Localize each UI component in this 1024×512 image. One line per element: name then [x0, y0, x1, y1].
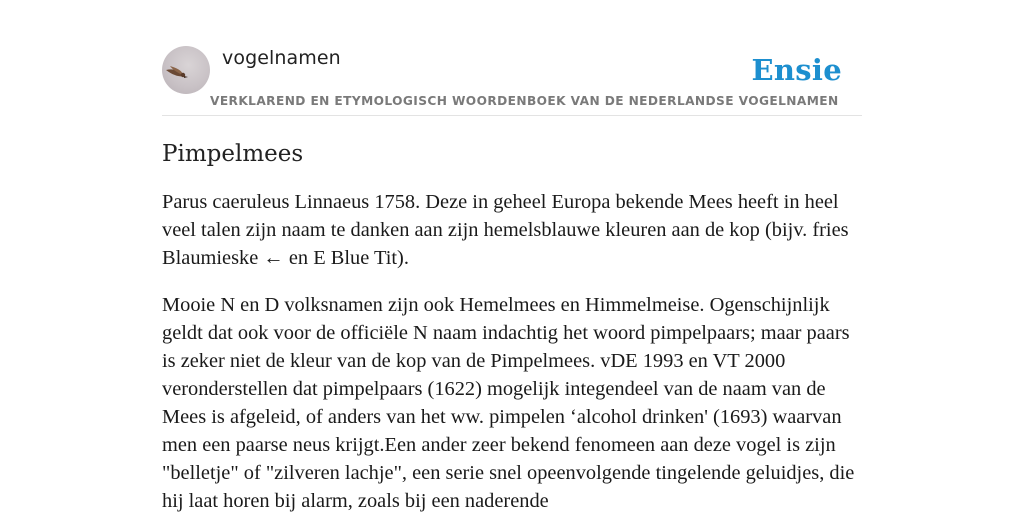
article-title: Pimpelmees: [162, 141, 304, 167]
bird-photo-icon: [162, 46, 210, 94]
blog-avatar[interactable]: [162, 46, 210, 94]
blog-name-link[interactable]: vogelnamen: [222, 47, 341, 69]
article: [162, 138, 864, 512]
ensie-logo-link[interactable]: Ensie: [751, 53, 842, 87]
article-paragraph: Mooie N en D volksnamen zijn ook Hemelmees en Himmelmeise. Ogenschijnlijk geldt dat ook voor de officiële N naam indachtig het woord pimpelpaars; maar paars is zeker niet de kleur van de kop van de Pimpelmees. vDE 1993 en VT 2000 veronderstellen dat pimpelpaars (1622) mogelijk integendeel van de naam van de Mees is afgeleid, of anders van het ww. pimpelen ‘alcohol drinken' (1693) waarvan men een paarse neus krijgt.Een ander zeer bekend fenomeen aan deze vogel is zijn "belletje" of "zilveren lachje", een serie snel opeenvolgende tingelende geluidjes, die hij laat horen bij alarm, zoals bij een naderende: [162, 294, 855, 512]
blog-subtitle: VERKLAREND EN ETYMOLOGISCH WOORDENBOEK VAN DE NEDERLANDSE VOGELNAMEN: [210, 94, 839, 108]
site-header: [162, 46, 862, 116]
header-divider: [162, 115, 862, 116]
article-paragraph: Parus caeruleus Linnaeus 1758. Deze in geheel Europa bekende Mees heeft in heel veel talen zijn naam te danken aan zijn hemelsblauwe kleuren aan de kop (bijv. fries Blaumieske ← en E Blue Tit).: [162, 191, 849, 269]
